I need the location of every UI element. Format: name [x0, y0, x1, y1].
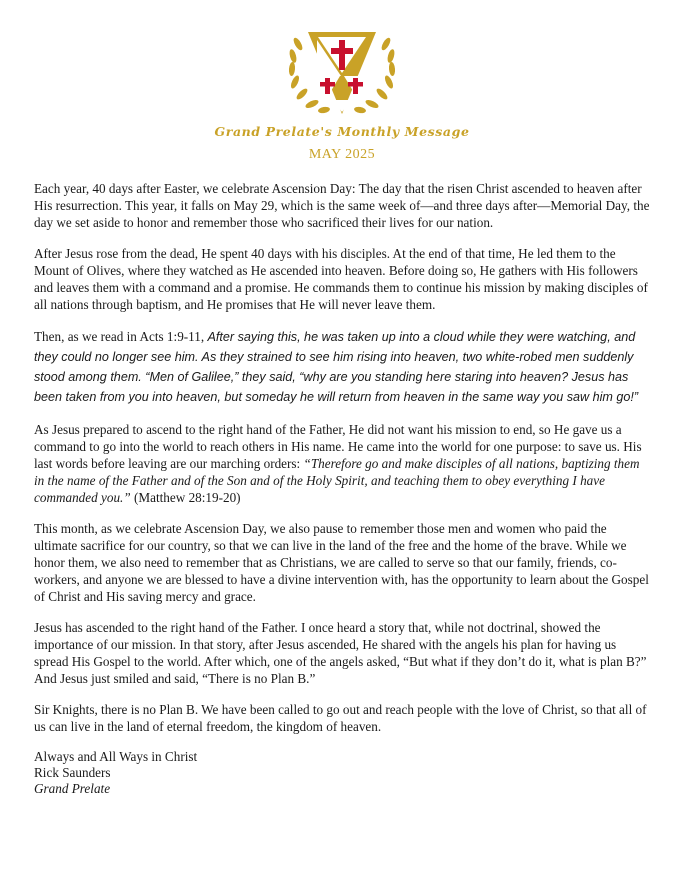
message-body	[34, 180, 652, 797]
signer-title: Grand Prelate	[34, 781, 111, 796]
paragraph-4	[34, 421, 652, 506]
acts-quote: After saying this, he was taken up into a cloud while they were watching, and they could no longer see him. As they strained to see him rising into heaven, two white-robed men suddenly stood among them. “Men of Galilee,” they said, “why are you standing here staring into heaven? Jesus has been taken from you into heaven, but someday he will return from heaven in the same way you saw him go!”	[34, 330, 639, 404]
paragraph-7: Sir Knights, there is no Plan B. We have been called to go out and reach people with the love of Christ, so that all of us can live in the land of eternal freedom, the kingdom of heaven.	[34, 702, 647, 734]
paragraph-4-intro: As Jesus prepared to ascend to the right hand of the Father, He did not want his mission to end, so He gave us a command to go into the world to reach others in His name. He came into the world for one purpose: to save us. His last words before leaving are our marching orders:	[34, 422, 642, 471]
paragraph-1: Each year, 40 days after Easter, we celebrate Ascension Day: The day that the risen Christ ascended to heaven after His resurrection. This year, it falls on May 29, which is the same week of—and three days after—Memorial Day, the day we set aside to honor and remember those who sacrificed their lives for our nation.	[34, 181, 650, 230]
signer-name: Rick Saunders	[34, 765, 111, 780]
paragraph-6: Jesus has ascended to the right hand of the Father. I once heard a story that, while not doctrinal, showed the importance of our mission. In that story, after Jesus ascended, He shared with the angels his plan for having us spread His Gospel to the world. After which, one of the angels asked, “But what if they don’t do it, what is plan B?” And Jesus just smiled and said, “There is no Plan B.”	[34, 620, 647, 686]
signature-block	[34, 749, 652, 797]
triangle-crosses-laurel-emblem-icon	[286, 26, 398, 118]
salutation: Always and All Ways in Christ	[34, 749, 198, 764]
issue-date: MAY 2025	[308, 147, 376, 162]
paragraph-2: After Jesus rose from the dead, He spent 40 days with his disciples. At the end of that time, He led them to the Mount of Olives, where they watched as He ascended into heaven. Before doing so, He gathers with His followers and leaves them with a command and a promise. He commands them to continue his mission by making disciples of all nations through baptism, and He promises that He will never leave them.	[34, 246, 648, 312]
paragraph-5: This month, as we celebrate Ascension Day, we also pause to remember those men and women who paid the ultimate sacrifice for our country, so that we can live in the land of the free and the home of the brave. While we honor them, we also need to remember that as Christians, we are called to serve so that our family, friends, co-workers, and anyone we are blessed to have a divine intervention with, has the opportunity to learn about the Gospel of Christ and His saving mercy and grace.	[34, 521, 649, 604]
paragraph-3-intro: Then, as we read in Acts 1:9-11,	[34, 329, 208, 344]
page-title: Grand Prelate's Monthly Message	[214, 124, 470, 139]
matthew-quote: “Therefore go and make disciples of all nations, baptizing them in the name of the Father and of the Son and of the Holy Spirit, and teaching them to obey everything I have commanded you.”	[34, 456, 640, 505]
paragraph-3	[34, 327, 652, 407]
matthew-reference: (Matthew 28:19-20)	[130, 490, 241, 505]
